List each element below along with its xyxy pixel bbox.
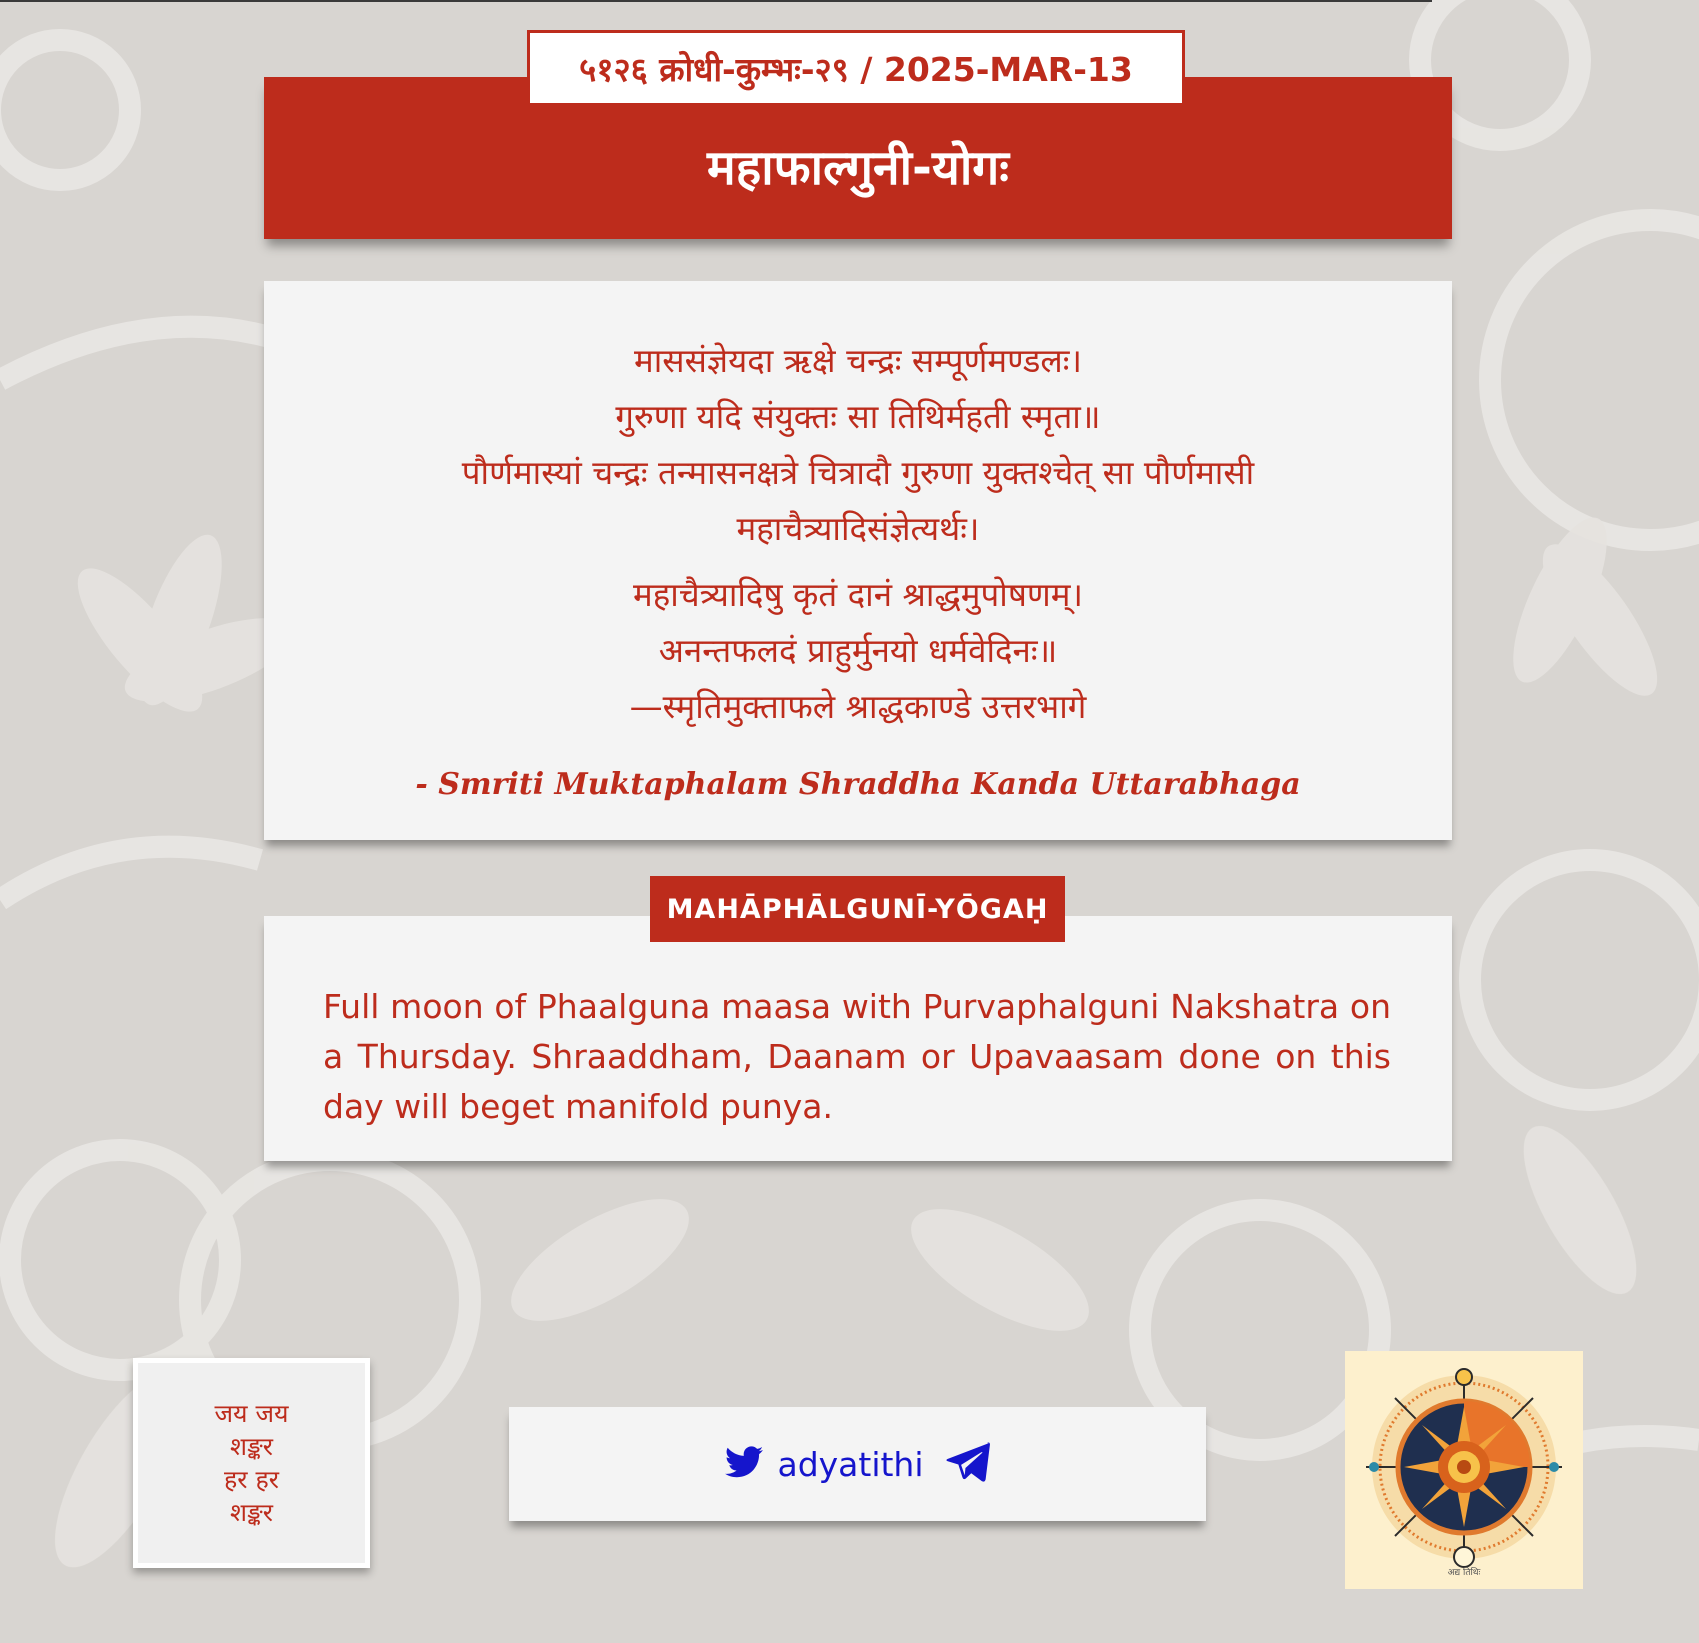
description-text: Full moon of Phaalguna maasa with Purvaphalguni Nakshatra on a Thursday. Shraaddham, Daanam or Upavaasam done on this day will beget manifold punya. xyxy=(323,987,1391,1126)
section-heading: MAHĀPHĀLGUNĪ-YŌGAḤ xyxy=(650,876,1065,942)
verse-block-2 xyxy=(294,567,1422,735)
logo-caption: अद्य तिथिः xyxy=(1447,1568,1481,1578)
verse-line: अनन्तफलदं प्राहुर्मुनयो धर्मवेदिनः॥ xyxy=(658,631,1058,670)
verse-line: महाचैत्र्यादिसंज्ञेत्यर्थः। xyxy=(736,509,980,548)
twitter-icon[interactable] xyxy=(725,1446,763,1482)
chant-box xyxy=(133,1358,370,1568)
verse-attribution: - Smriti Muktaphalam Shraddha Kanda Uttarabhaga xyxy=(415,767,1301,802)
description-card xyxy=(264,916,1452,1161)
top-border-line xyxy=(0,0,1432,2)
verse-line: —स्मृतिमुक्ताफले श्राद्धकाण्डे उत्तरभागे xyxy=(629,687,1087,726)
verse-line: गुरुणा यदि संयुक्तः सा तिथिर्महती स्मृता॥ xyxy=(615,397,1101,436)
date-label: ५१२६ क्रोधी-कुम्भः-२९ / 2025-MAR-13 xyxy=(527,30,1185,106)
adyatithi-logo xyxy=(1345,1351,1583,1589)
chant-line: शङ्कर xyxy=(229,1432,274,1461)
verse-line: माससंज्ञेयदा ऋक्षे चन्द्रः सम्पूर्णमण्डलः। xyxy=(634,341,1082,380)
sun-compass-icon xyxy=(1345,1351,1583,1589)
social-handle[interactable]: adyatithi xyxy=(777,1444,924,1484)
verse-line: महाचैत्र्यादिषु कृतं दानं श्राद्धमुपोषणम्। xyxy=(632,575,1084,614)
verse-card xyxy=(264,281,1452,840)
verse-block-1 xyxy=(294,333,1422,557)
social-bar xyxy=(509,1407,1206,1521)
verse-line: पौर्णमास्यां चन्द्रः तन्मासनक्षत्रे चित्रादौ गुरुणा युक्तश्चेत् सा पौर्णमासी xyxy=(461,453,1255,492)
chant-line: जय जय xyxy=(214,1399,289,1428)
page-title: महाफाल्गुनी-योगः xyxy=(707,140,1009,196)
telegram-icon[interactable] xyxy=(946,1442,990,1486)
chant-line: हर हर xyxy=(224,1465,279,1494)
chant-line: शङ्कर xyxy=(229,1498,274,1527)
